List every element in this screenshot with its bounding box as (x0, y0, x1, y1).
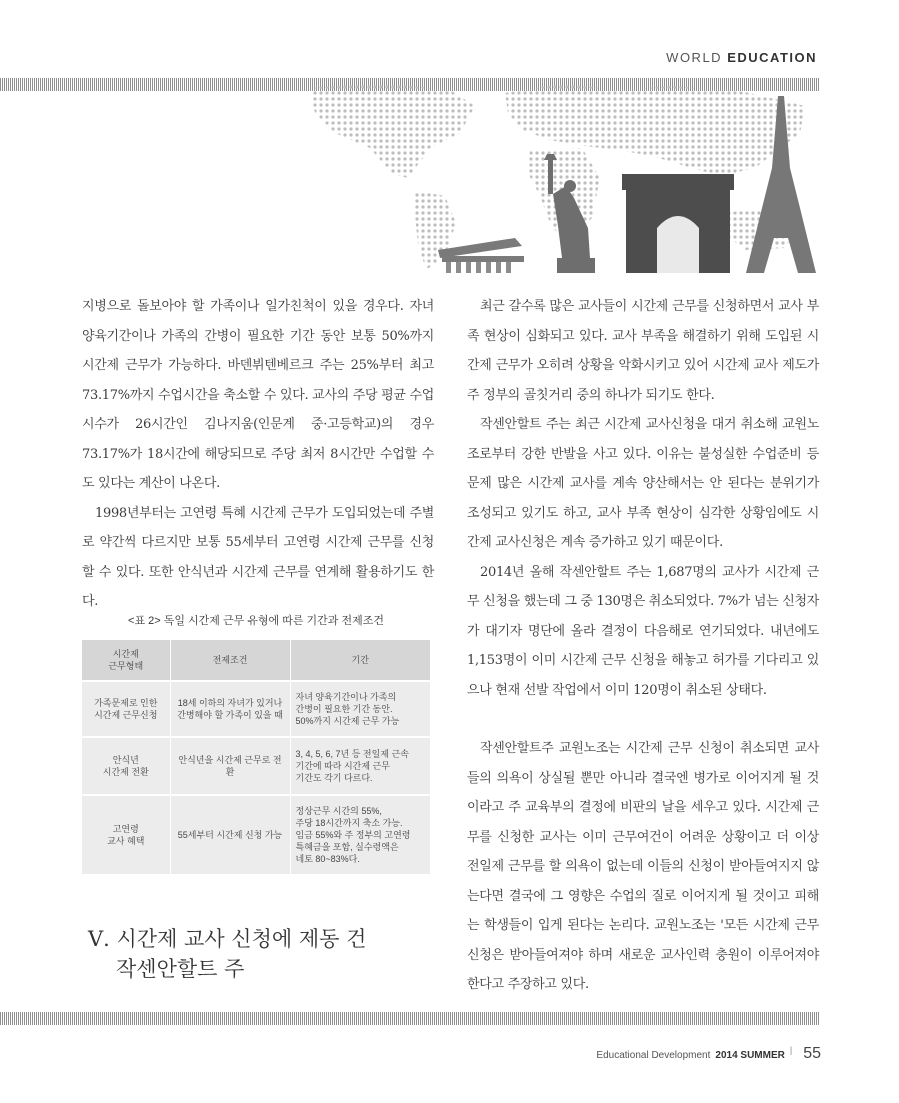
page-number: 55 (803, 1045, 821, 1062)
table-header: 기간 (290, 640, 430, 681)
table-cell: 가족문제로 인한 시간제 근무신청 (82, 681, 170, 737)
table-cell: 18세 이하의 자녀가 있거나 간병해야 할 가족이 있을 때 (170, 681, 290, 737)
table-header: 시간제 근무형태 (82, 640, 170, 681)
body-paragraph: 1998년부터는 고연령 특혜 시간제 근무가 도입되었는데 주별로 약간씩 다르지만 보통 55세부터 고연령 시간제 근무를 신청할 수 있다. 또한 안식년과 시간제 근무를 연계해 활용하기도 한다. (82, 505, 434, 609)
table-header: 전제조건 (170, 640, 290, 681)
table-cell: 안식년을 시간제 근무로 전환 (170, 737, 290, 795)
table-header-row (82, 640, 430, 681)
body-paragraph: 작센안할트 주는 최근 시간제 교사신청을 대거 취소해 교원노조로부터 강한 반발을 사고 있다. 이유는 불성실한 수업준비 등 문제 많은 시간제 교사를 계속 양산해서는 안 된다는 분위기가 조성되고 있기도 하고, 교사 부족 현상이 심각한 상황임에도 시간제 교사신청은 계속 증가하고 있기 때문이다. (467, 417, 819, 550)
footer-separator: | (789, 1045, 793, 1055)
page-footer (596, 1045, 821, 1063)
table-cell: 자녀 양육기간이나 가족의 간병이 필요한 기간 동안. 50%까지 시간제 근무 가능 (290, 681, 430, 737)
table-caption: <표 2> 독일 시간제 근무 유형에 따른 기간과 전제조건 (128, 615, 384, 627)
table-row (82, 681, 430, 737)
magazine-name: Educational Development (596, 1050, 711, 1061)
part-time-conditions-table (82, 640, 430, 874)
right-column (467, 292, 819, 1000)
table-row (82, 737, 430, 795)
left-column (82, 292, 434, 617)
bottom-stripe-divider (0, 1012, 820, 1025)
body-paragraph: 지병으로 돌보아야 할 가족이나 일가친척이 있을 경우다. 자녀 양육기간이나 가족의 간병이 필요한 기간 동안 보통 50%까지 시간제 근무가 가능하다. 바덴뷔텐베르크 주는 25%부터 최고 73.17%까지 수업시간을 축소할 수 있다. 교사의 주당 평균 수업시수가 26시간인 김나지움(인문계 중·고등학교)의 경우 73.17%가 18시간에 해당되므로 주당 최저 8시간만 수업할 수도 있다는 계산이 나온다. (82, 299, 434, 491)
table-cell: 고연령 교사 혜택 (82, 795, 170, 874)
world-landmarks-illustration (300, 78, 825, 273)
table-cell: 정상근무 시간의 55%, 주당 18시간까지 축소 가능. 임금 55%와 주 정부의 고연령 특혜금을 포함, 실수령액은 네토 80~83%다. (290, 795, 430, 874)
table-cell: 55세부터 시간제 신청 가능 (170, 795, 290, 874)
section-heading (88, 924, 366, 984)
parthenon (438, 238, 524, 273)
section-label: WORLD EDUCATION (666, 50, 817, 65)
issue-season: 2014 SUMMER (715, 1050, 785, 1061)
table-cell: 안식년 시간제 전환 (82, 737, 170, 795)
body-paragraph: 2014년 올해 작센안할트 주는 1,687명의 교사가 시간제 근무 신청을 했는데 그 중 130명은 취소되었다. 7%가 넘는 신청자가 대기자 명단에 올라 결정이 다음해로 연기되었다. 내년에도 1,153명이 이미 시간제 근무 신청을 해놓고 허가를 기다리고 있으나 현재 선발 작업에서 이미 120명이 취소된 상태다. (467, 564, 819, 698)
section-heading-line1: Ⅴ. 시간제 교사 신청에 제동 건 (88, 927, 367, 951)
section-heading-line2: 작센안할트 주 (116, 957, 245, 981)
arc-de-triomphe (622, 174, 734, 273)
body-paragraph: 작센안할트주 교원노조는 시간제 근무 신청이 취소되면 교사들의 의욕이 상실될 뿐만 아니라 결국엔 병가로 이어지게 될 것이라고 주 교육부의 결정에 비판의 날을 세우고 있다. 시간제 근무를 신청한 교사는 이미 근무여건이 어려운 상황이고 더 이상 전일제 근무를 할 의욕이 없는데 이들의 신청이 받아들여지지 않는다면 결국에 그 영향은 수업의 질로 이어지게 될 것이고 피해는 학생들이 입게 된다는 논리다. 교원노조는 '모든 시간제 근무 신청은 받아들여져야 하며 새로운 교사인력 충원이 이루어져야 한다고 주장하고 있다. (467, 741, 819, 992)
table-row (82, 795, 430, 874)
body-paragraph: 최근 갈수록 많은 교사들이 시간제 근무를 신청하면서 교사 부족 현상이 심화되고 있다. 교사 부족을 해결하기 위해 도입된 시간제 근무가 오히려 상황을 악화시키고 있어 시간제 교사 제도가 주 정부의 골칫거리 중의 하나가 되기도 한다. (467, 299, 819, 403)
table-cell: 3, 4, 5, 6, 7년 등 전일제 근속 기간에 따라 시간제 근무 기간도 각기 다르다. (290, 737, 430, 795)
